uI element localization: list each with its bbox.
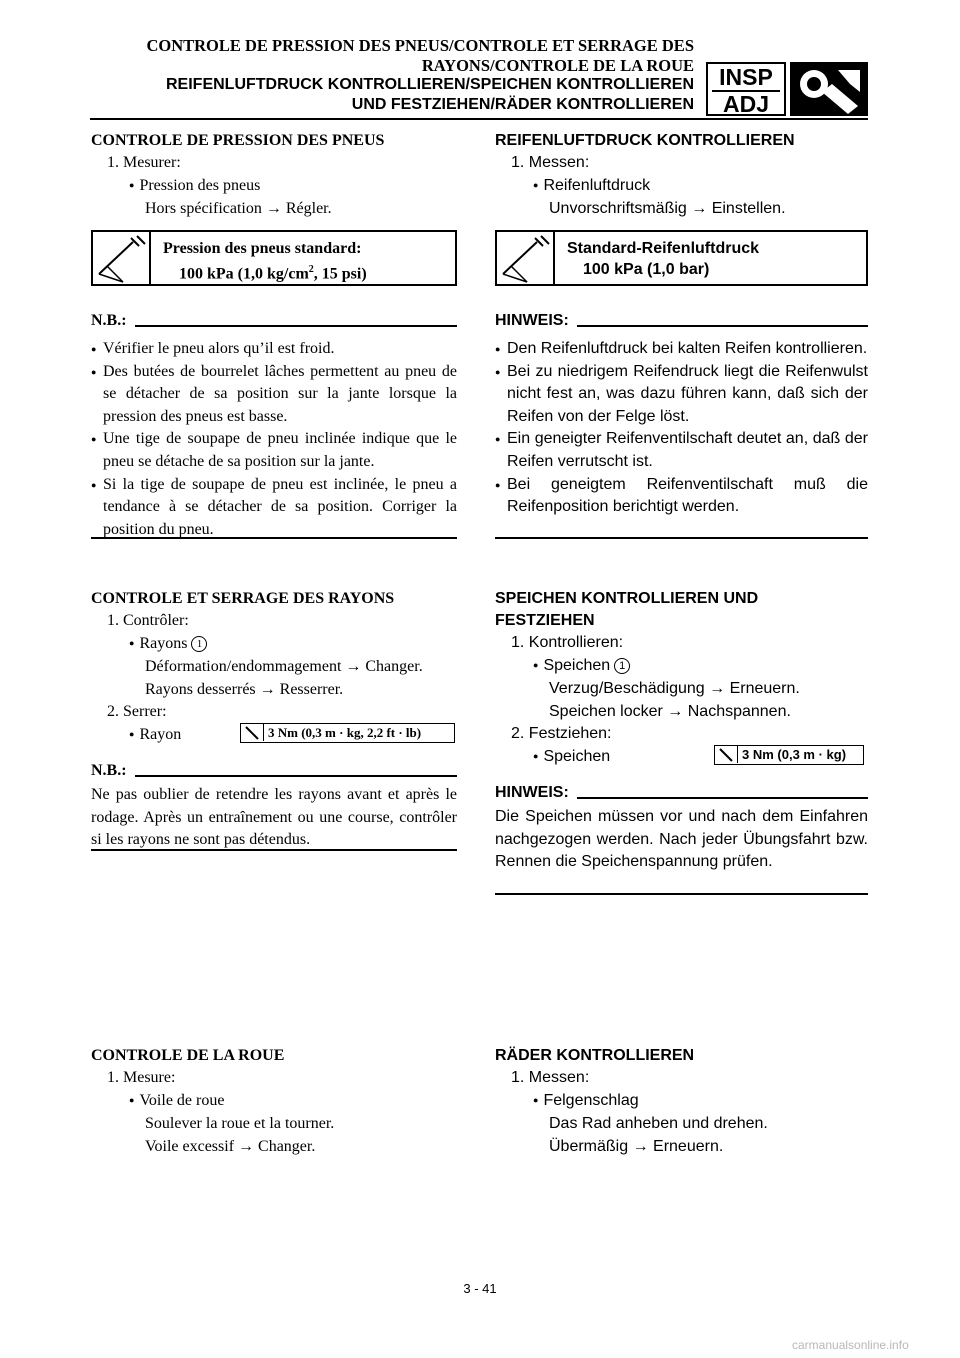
fr-tire-note-4: ● Si la tige de soupape de pneu est inclinée, le pneu a tendance à se détacher de sa position. Corriger la position du pneu.: [91, 474, 457, 542]
de-tire-spec-box: [495, 230, 868, 286]
fr-tire-spec-box: [91, 230, 457, 286]
fr-spokes-detail2: Rayons desserrés → Resserrer.: [145, 680, 344, 698]
de-tire-note-1: ● Den Reifenluftdruck bei kalten Reifen kontrollieren.: [495, 338, 868, 361]
de-spokes-detail2: Speichen locker → Nachspannen.: [549, 702, 791, 720]
fr-tire-note-1: ● Vérifier le pneu alors qu’il est froid.: [91, 338, 457, 361]
torque-wrench-icon: [241, 724, 264, 741]
header-title-line4: UND FESTZIEHEN/RÄDER KONTROLLIEREN: [351, 96, 694, 113]
de-spokes-nb-label: HINWEIS:: [495, 784, 577, 802]
de-tire-step1: 1. Messen:: [511, 154, 590, 171]
fr-tire-item: Pression des pneus: [139, 176, 261, 194]
fr-torque-value: 3 Nm (0,3 m · kg, 2,2 ft · lb): [268, 725, 422, 740]
de-tire-item: Reifenluftdruck: [543, 176, 651, 194]
fr-spec-line2: 100 kPa (1,0 kg/cm: [179, 265, 309, 283]
de-tire-note-3: ● Ein geneigter Reifenventilschaft deutet an, daß der Reifen verrutscht ist.: [495, 428, 868, 473]
fr-tire-note-3: ● Une tige de soupape de pneu inclinée indique que le pneu se détache de sa position sur la jante.: [91, 428, 457, 473]
de-wheel-step1: 1. Messen:: [511, 1069, 590, 1086]
de-tire-note-4: ● Bei geneigtem Reifenventilschaft muß die Reifenposition berichtigt werden.: [495, 474, 868, 519]
fr-spokes-title: CONTROLE ET SERRAGE DES RAYONS: [91, 590, 395, 607]
de-spokes-note-text: Die Speichen müssen vor und nach dem Einfahren nachgezogen werden. Nach jeder Übungsfahrt bzw. Rennen die Speichenspannung prüfen.: [495, 808, 868, 871]
de-spokes-step2: 2. Festziehen:: [511, 725, 612, 742]
fr-tire-title: CONTROLE DE PRESSION DES PNEUS: [91, 132, 385, 149]
fr-spokes-detail1: Déformation/endommagement → Changer.: [145, 658, 423, 675]
fr-tire-note-2: ● Des butées de bourrelet lâches permettent au pneu de se détacher de sa position sur la jante lorsque la pression des pneus est basse.: [91, 361, 457, 429]
de-spokes-note: [495, 782, 868, 874]
de-torque-spec: [714, 745, 864, 765]
spec-wrench-icon: [93, 232, 151, 284]
de-spokes-detail1: Verzug/Beschädigung → Erneuern.: [549, 680, 800, 697]
de-tire-note-2: ● Bei zu niedrigem Reifendruck liegt die Reifenwulst nicht fest an, was dazu führen kann, daß sich der Reifen von der Felge löst.: [495, 361, 868, 429]
header-title-line3: REIFENLUFTDRUCK KONTROLLIEREN/SPEICHEN KONTROLLIEREN: [166, 76, 694, 93]
de-tire-title: REIFENLUFTDRUCK KONTROLLIEREN: [495, 132, 795, 149]
de-spokes-section: [495, 588, 868, 769]
fr-spec-line2-end: , 15 psi): [313, 265, 367, 283]
fr-tire-section: [91, 130, 457, 221]
fr-spokes-note-text: Ne pas oublier de retendre les rayons avant et après le rodage. Après un entraînement ou une course, contrôler si les rayons ne sont pas détendus.: [91, 786, 457, 849]
fr-spokes-note: [91, 760, 457, 852]
de-torque-value: 3 Nm (0,3 m · kg): [742, 747, 847, 762]
de-spokes-item2: Speichen: [543, 747, 611, 765]
fr-spokes-note-end-rule: [91, 849, 457, 851]
de-spokes-title1: SPEICHEN KONTROLLIEREN UND: [495, 590, 759, 607]
de-spec-line2: 100 kPa (1,0 bar): [583, 261, 710, 278]
badge-top-text: INSP: [719, 64, 773, 90]
de-wheel-title: RÄDER KONTROLLIEREN: [495, 1047, 695, 1064]
fr-wheel-item: Voile de roue: [139, 1091, 225, 1109]
fr-spokes-step2: 2. Serrer:: [107, 703, 167, 720]
fr-tire-detail: Hors spécification → Régler.: [145, 200, 332, 217]
de-tire-note: [495, 310, 868, 519]
fr-spokes-step1: 1. Contrôler:: [107, 612, 189, 629]
badge-bottom-text: ADJ: [722, 91, 769, 117]
de-tire-section: [495, 130, 868, 221]
fr-torque-spec: [240, 723, 455, 743]
fr-wheel-step1: 1. Mesure:: [107, 1069, 176, 1086]
insp-adj-badge: [706, 62, 786, 116]
fr-spokes-nb-label: N.B.:: [91, 762, 135, 780]
spec-wrench-icon: [497, 232, 555, 284]
fr-spec-line1: Pression des pneus standard:: [163, 240, 362, 257]
de-spokes-step1: 1. Kontrollieren:: [511, 634, 624, 651]
fr-wheel-detail2: Voile excessif → Changer.: [145, 1137, 316, 1155]
fr-tire-step1: 1. Mesurer:: [107, 154, 181, 171]
de-wheel-section: [495, 1045, 868, 1158]
header-title-line2: RAYONS/CONTROLE DE LA ROUE: [421, 56, 694, 75]
de-tire-detail: Unvorschriftsmäßig → Einstellen.: [549, 200, 786, 217]
page-number: 3 - 41: [463, 1281, 497, 1296]
de-spec-line1: Standard-Reifenluftdruck: [567, 240, 760, 257]
de-spokes-note-end-rule: [495, 893, 868, 895]
fr-wheel-title: CONTROLE DE LA ROUE: [91, 1047, 285, 1064]
torque-wrench-icon: [715, 746, 738, 763]
de-wheel-item: Felgenschlag: [543, 1091, 639, 1109]
fr-tire-note-end-rule: [91, 537, 457, 539]
header-title-line1: CONTROLE DE PRESSION DES PNEUS/CONTROLE ET SERRAGE DES: [146, 36, 694, 55]
fr-spec-sup: 2: [308, 264, 314, 275]
fr-spokes-callout: 1: [191, 636, 207, 652]
fr-spokes-item2: Rayon: [139, 725, 182, 743]
de-wheel-detail1: Das Rad anheben und drehen.: [549, 1115, 768, 1132]
header-rule: [90, 118, 868, 120]
de-wheel-detail2: Übermäßig → Erneuern.: [549, 1137, 724, 1155]
fr-spokes-item: Rayons: [139, 634, 188, 652]
fr-wheel-section: [91, 1045, 457, 1158]
de-tire-note-end-rule: [495, 537, 868, 539]
watermark: carmanualsonline.info: [792, 1338, 909, 1352]
fr-tire-note: [91, 310, 457, 541]
de-tire-nb-label: HINWEIS:: [495, 312, 577, 330]
wrench-icon: [790, 62, 868, 116]
de-spokes-title2: FESTZIEHEN: [495, 612, 595, 629]
de-spokes-callout: 1: [614, 658, 630, 674]
fr-wheel-detail1: Soulever la roue et la tourner.: [145, 1115, 335, 1132]
de-spokes-item: Speichen: [543, 656, 611, 674]
fr-tire-nb-label: N.B.:: [91, 312, 135, 330]
